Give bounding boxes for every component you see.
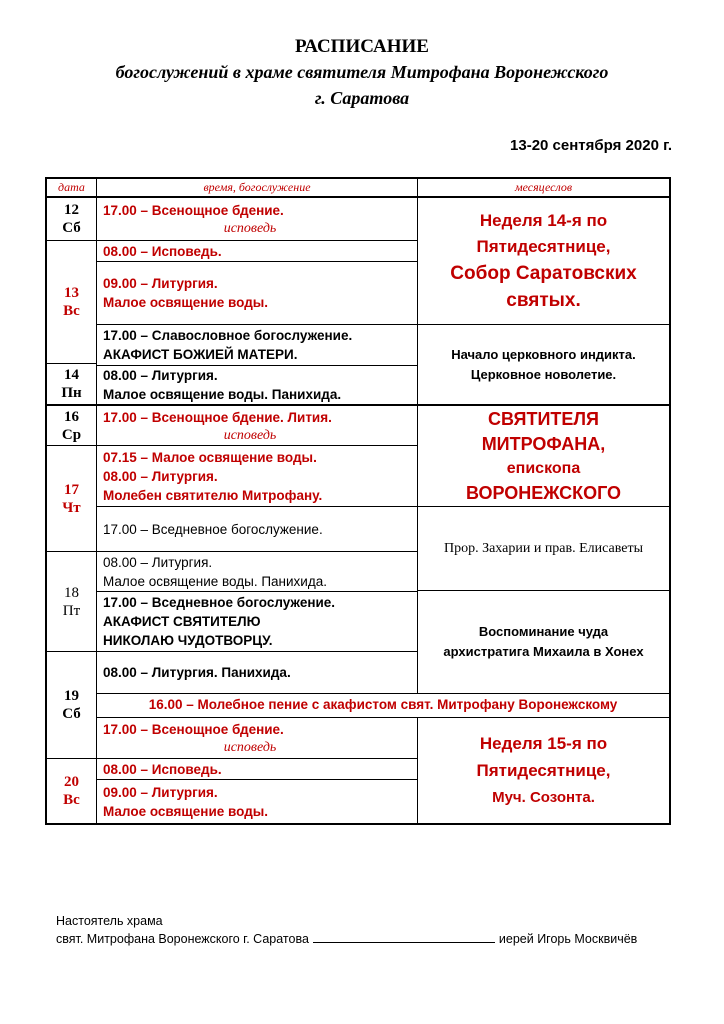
service-line: 17.00 – Всенощное бдение.: [103, 722, 284, 737]
calendar-feast: [418, 718, 669, 823]
footer: [56, 912, 637, 948]
date-weekday: Чт: [62, 499, 81, 516]
date-number: 19: [64, 688, 79, 704]
service-line: 17.00 – Вседневное богослужение.: [103, 595, 336, 610]
service-line: 08.00 – Литургия.: [103, 368, 218, 383]
calendar-feast: [418, 406, 669, 506]
confession-note: исповедь: [223, 427, 277, 443]
service-entry: [97, 780, 417, 823]
service-entry: [97, 759, 417, 779]
service-entry: [97, 507, 417, 551]
service-entry: [97, 552, 417, 591]
service-line: Малое освящение воды.: [103, 803, 269, 819]
feast-line: Пятидесятнице,: [476, 236, 611, 256]
feast-line: Собор Саратовских: [450, 262, 637, 284]
date-weekday: Пн: [61, 385, 82, 401]
service-entry: [97, 262, 417, 324]
date-cell: [47, 446, 96, 551]
date-weekday: Пт: [62, 602, 81, 619]
feast-line: епископа: [506, 459, 581, 477]
service-line: 17.00 – Всенощное бдение.: [103, 202, 284, 218]
service-entry: [97, 197, 417, 240]
calendar-feast: [418, 591, 669, 693]
service-entry: [97, 592, 417, 651]
service-line: АКАФИСТ БОЖИЕЙ МАТЕРИ.: [103, 347, 298, 362]
service-line: Малое освящение воды. Панихида.: [103, 573, 327, 589]
page-subtitle: богослужений в храме святителя Митрофана Воронежского: [115, 62, 609, 82]
feast-line: Неделя 15-я по: [479, 734, 608, 753]
feast-line: Муч. Созонта.: [492, 789, 595, 806]
service-line: Малое освящение воды.: [103, 295, 269, 310]
date-number: 16: [64, 408, 79, 425]
footer-church: свят. Митрофана Воронежского г. Саратова: [56, 932, 309, 946]
service-line: 17.00 – Славословное богослужение.: [103, 328, 353, 343]
service-line: АКАФИСТ СВЯТИТЕЛЮ: [103, 614, 261, 629]
molebna-row: 16.00 – Молебное пение с акафистом свят. Митрофану Воронежскому: [148, 697, 618, 712]
date-weekday: Вс: [63, 792, 80, 808]
date-weekday: Ср: [61, 426, 82, 443]
date-cell: [47, 406, 96, 445]
date-cell: [47, 197, 96, 240]
date-number: 20: [64, 774, 79, 790]
service-entry: [97, 366, 417, 404]
col-header-service: время, богослужение: [203, 180, 311, 194]
date-weekday: Вс: [63, 303, 80, 319]
service-entry: [97, 325, 417, 365]
service-line: 07.15 – Малое освящение воды.: [103, 449, 317, 465]
date-cell: [47, 759, 96, 823]
service-entry: [97, 446, 417, 506]
service-line: Молебен святителю Митрофану.: [103, 487, 323, 503]
footer-priest: иерей Игорь Москвичёв: [498, 932, 638, 946]
calendar-feast: [418, 197, 669, 324]
feast-line: СВЯТИТЕЛЯ: [488, 408, 599, 429]
calendar-feast: [418, 325, 669, 404]
date-number: 18: [64, 584, 79, 601]
page-title: РАСПИСАНИЕ: [295, 36, 429, 57]
service-line: Малое освящение воды. Панихида.: [103, 387, 342, 402]
service-line: 08.00 – Литургия. Панихида.: [103, 665, 291, 680]
feast-line: святых.: [506, 289, 581, 311]
feast-line: Церковное новолетие.: [470, 366, 617, 382]
feast-line: МИТРОФАНА,: [481, 433, 606, 454]
service-line: 08.00 – Исповедь.: [103, 243, 222, 259]
col-header-calendar: месяцеслов: [514, 180, 573, 194]
service-entry: [97, 718, 417, 758]
col-header-date: дата: [58, 180, 85, 194]
date-weekday: Сб: [62, 219, 81, 236]
date-cell: [47, 652, 96, 758]
date-number: 14: [64, 367, 79, 383]
footer-signature-line: [56, 930, 637, 948]
calendar-feast: [418, 507, 669, 590]
feast-line: Неделя 14-я по: [479, 210, 608, 230]
service-line: 09.00 – Литургия.: [103, 784, 218, 800]
feast-line: Прор. Захарии и прав. Елисаветы: [443, 540, 644, 556]
service-entry: [97, 406, 417, 445]
confession-note: исповедь: [223, 740, 277, 755]
date-weekday: Сб: [62, 706, 81, 722]
date-number: 17: [64, 481, 79, 498]
service-entry: [97, 652, 417, 693]
feast-line: Воспоминание чуда: [478, 624, 609, 639]
date-number: 12: [64, 201, 79, 218]
service-line: 17.00 – Всенощное бдение. Лития.: [103, 409, 332, 425]
service-line: 08.00 – Литургия.: [103, 468, 218, 484]
date-range: 13-20 сентября 2020 г.: [510, 137, 672, 154]
date-cell: [47, 241, 96, 363]
date-cell: [47, 364, 96, 404]
service-line: 09.00 – Литургия.: [103, 276, 218, 291]
service-line: 08.00 – Исповедь.: [103, 761, 222, 777]
signature-blank: [313, 930, 495, 943]
service-entry: [97, 241, 417, 261]
confession-note: исповедь: [223, 220, 277, 236]
date-cell: [47, 552, 96, 651]
feast-line: Начало церковного индикта.: [451, 346, 636, 362]
service-line: 17.00 – Вседневное богослужение.: [103, 521, 323, 537]
feast-line: Пятидесятнице,: [476, 761, 611, 780]
service-line: 08.00 – Литургия.: [103, 554, 213, 570]
schedule-table: [45, 177, 671, 825]
feast-line: архистратига Михаила в Хонех: [443, 644, 644, 659]
footer-rector-title: Настоятель храма: [56, 914, 163, 928]
page-city: г. Саратова: [314, 88, 410, 108]
feast-line: ВОРОНЕЖСКОГО: [465, 482, 622, 503]
date-number: 13: [64, 285, 79, 301]
service-line: НИКОЛАЮ ЧУДОТВОРЦУ.: [103, 633, 273, 648]
